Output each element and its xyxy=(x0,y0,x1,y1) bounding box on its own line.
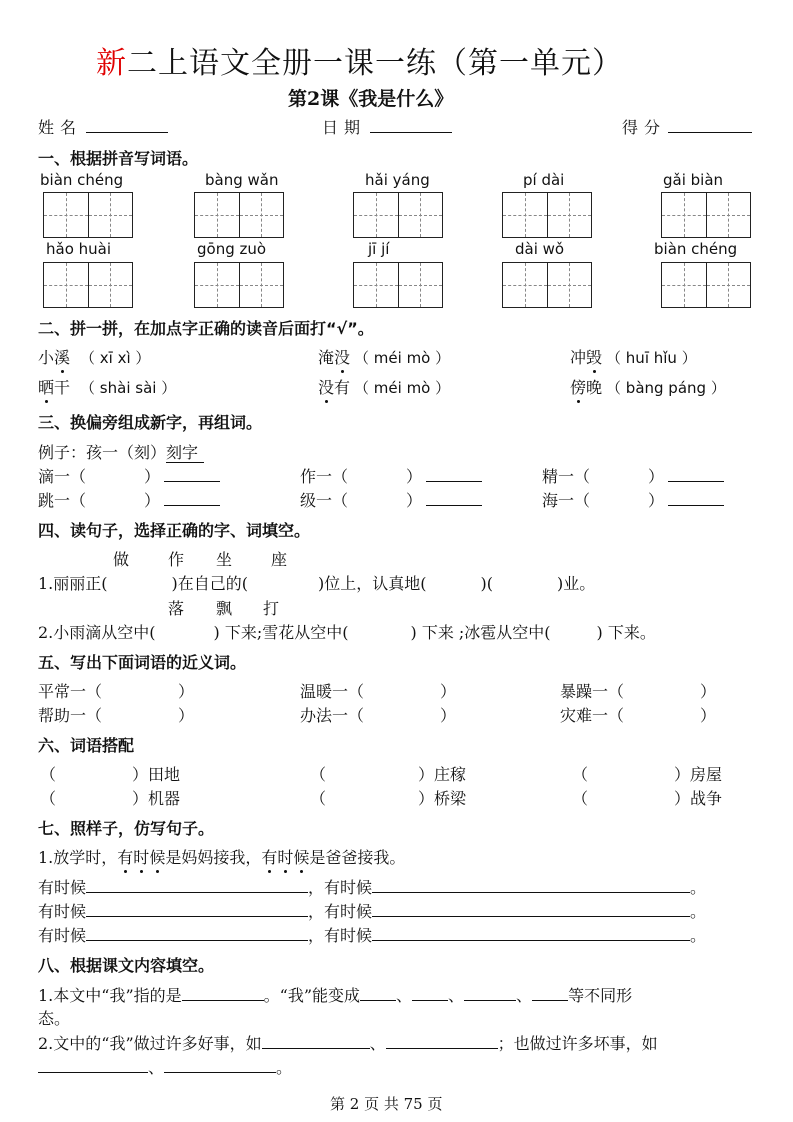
writing-grid[interactable] xyxy=(502,262,592,308)
pinyin-label: biàn chéng xyxy=(654,240,738,258)
pronunciation-item[interactable]: 小溪 （ xī xì ） xyxy=(38,348,151,367)
section-6-title: 六、词语搭配 xyxy=(38,736,135,755)
radical-item[interactable]: 跳一（ ） xyxy=(38,488,220,511)
pinyin-label: hǎi yáng xyxy=(365,171,430,189)
section-1-title: 一、根据拼音写词语。 xyxy=(38,149,199,168)
title-red-char: 新 xyxy=(96,46,127,81)
writing-grid[interactable] xyxy=(194,192,284,238)
radical-item[interactable]: 作一（ ） xyxy=(300,464,482,487)
word-choice: 坐 xyxy=(216,550,233,569)
writing-grid[interactable] xyxy=(353,192,443,238)
date-field[interactable] xyxy=(370,116,452,133)
writing-grid[interactable] xyxy=(43,262,133,308)
word-choice: 飘 xyxy=(216,599,233,618)
collocation-item[interactable]: （ ）房屋 xyxy=(572,765,723,784)
dotted-char: 傍 xyxy=(570,378,587,397)
worksheet-title xyxy=(96,38,623,82)
pronunciation-item[interactable]: 傍晚 （ bàng páng ） xyxy=(570,378,726,397)
pronunciation-item[interactable]: 晒干 （ shài sài ） xyxy=(38,378,177,397)
pinyin-label: dài wǒ xyxy=(515,240,565,258)
title-text: 二上语文全册一课一练（第一单元） xyxy=(127,46,623,81)
name-field[interactable] xyxy=(86,116,168,133)
collocation-item[interactable]: （ ）庄稼 xyxy=(310,765,467,784)
word-choice: 打 xyxy=(263,599,280,618)
pinyin-label: jī jí xyxy=(368,240,390,258)
fill-blank-line[interactable]: 2.文中的“我”做过许多好事，如 、 ；也做过许多坏事，如 xyxy=(38,1034,658,1053)
imitation-line[interactable]: 有时候 ，有时候 。 xyxy=(38,926,707,945)
dotted-char: 溪 xyxy=(54,348,71,367)
synonym-item[interactable]: 办法一（ ） xyxy=(300,706,457,725)
synonym-item[interactable]: 帮助一（ ） xyxy=(38,706,195,725)
section-8-title: 八、根据课文内容填空。 xyxy=(38,956,215,975)
writing-grid[interactable] xyxy=(43,192,133,238)
synonym-item[interactable]: 温暖一（ ） xyxy=(300,682,457,701)
example-sentence: 1.放学时，有时候是妈妈接我，有时候是爸爸接我。 xyxy=(38,848,406,867)
word-choice: 做 xyxy=(113,550,130,569)
section-5-title: 五、写出下面词语的近义词。 xyxy=(38,653,247,672)
pronunciation-item[interactable]: 冲毁 （ huī hǐu ） xyxy=(570,348,697,367)
lesson-subtitle: 第2课《我是什么》 xyxy=(288,88,454,110)
imitation-line[interactable]: 有时候 ，有时候 。 xyxy=(38,878,707,897)
collocation-item[interactable]: （ ）桥梁 xyxy=(310,789,467,808)
synonym-item[interactable]: 灾难一（ ） xyxy=(560,706,717,725)
pinyin-label: hǎo huài xyxy=(46,240,112,258)
writing-grid[interactable] xyxy=(194,262,284,308)
page-number: 第 2 页 共 75 页 xyxy=(330,1095,443,1113)
writing-grid[interactable] xyxy=(661,192,751,238)
dotted-char: 晒 xyxy=(38,378,55,397)
section-3-title: 三、换偏旁组成新字，再组词。 xyxy=(38,413,263,432)
synonym-item[interactable]: 暴躁一（ ） xyxy=(560,682,717,701)
fill-blank-line: 态。 xyxy=(38,1009,71,1028)
word-choice: 作 xyxy=(168,550,185,569)
radical-item[interactable]: 级一（ ） xyxy=(300,488,482,511)
score-field[interactable] xyxy=(668,116,752,133)
section-7-title: 七、照样子，仿写句子。 xyxy=(38,819,215,838)
pinyin-label: gǎi biàn xyxy=(663,171,724,189)
score-label: 得分 xyxy=(622,118,667,137)
fill-blank-line[interactable]: 、 。 xyxy=(38,1055,292,1078)
name-label: 姓名 xyxy=(38,118,83,137)
pinyin-label: gōng zuò xyxy=(197,240,267,258)
sentence-question[interactable]: 1.丽丽正( )在自己的( )位上，认真地( )( )业。 xyxy=(38,574,596,593)
sentence-question[interactable]: 2.小雨滴从空中( ) 下来;雪花从空中( ) 下来 ;冰雹从空中( ) 下来。 xyxy=(38,623,656,642)
date-label: 日期 xyxy=(322,118,367,137)
pronunciation-item[interactable]: 淹没 （ méi mò ） xyxy=(318,348,451,367)
example-line: 例子：孩一（刻）刻字 xyxy=(38,440,204,463)
fill-blank-line[interactable]: 1.本文中“我”指的是 。“我”能变成 、 、 、 等不同形 xyxy=(38,986,633,1005)
section-4-title: 四、读句子，选择正确的字、词填空。 xyxy=(38,521,311,540)
radical-item[interactable]: 滴一（ ） xyxy=(38,464,220,487)
word-choice: 落 xyxy=(168,599,185,618)
imitation-line[interactable]: 有时候 ，有时候 。 xyxy=(38,902,707,921)
dotted-char: 没 xyxy=(334,348,351,367)
collocation-item[interactable]: （ ）机器 xyxy=(40,789,181,808)
radical-item[interactable]: 精一（ ） xyxy=(542,464,724,487)
synonym-item[interactable]: 平常一（ ） xyxy=(38,682,195,701)
word-choice: 座 xyxy=(271,550,288,569)
collocation-item[interactable]: （ ）战争 xyxy=(572,789,723,808)
collocation-item[interactable]: （ ）田地 xyxy=(40,765,181,784)
dotted-char: 毁 xyxy=(586,348,603,367)
writing-grid[interactable] xyxy=(353,262,443,308)
pinyin-label: bàng wǎn xyxy=(205,171,279,189)
dotted-char: 没 xyxy=(318,378,335,397)
section-2-title: 二、拼一拼，在加点字正确的读音后面打“√”。 xyxy=(38,319,374,338)
pronunciation-item[interactable]: 没有 （ méi mò ） xyxy=(318,378,451,397)
pinyin-label: pí dài xyxy=(523,171,565,189)
writing-grid[interactable] xyxy=(661,262,751,308)
radical-item[interactable]: 海一（ ） xyxy=(542,488,724,511)
writing-grid[interactable] xyxy=(502,192,592,238)
pinyin-label: biàn chéng xyxy=(40,171,124,189)
